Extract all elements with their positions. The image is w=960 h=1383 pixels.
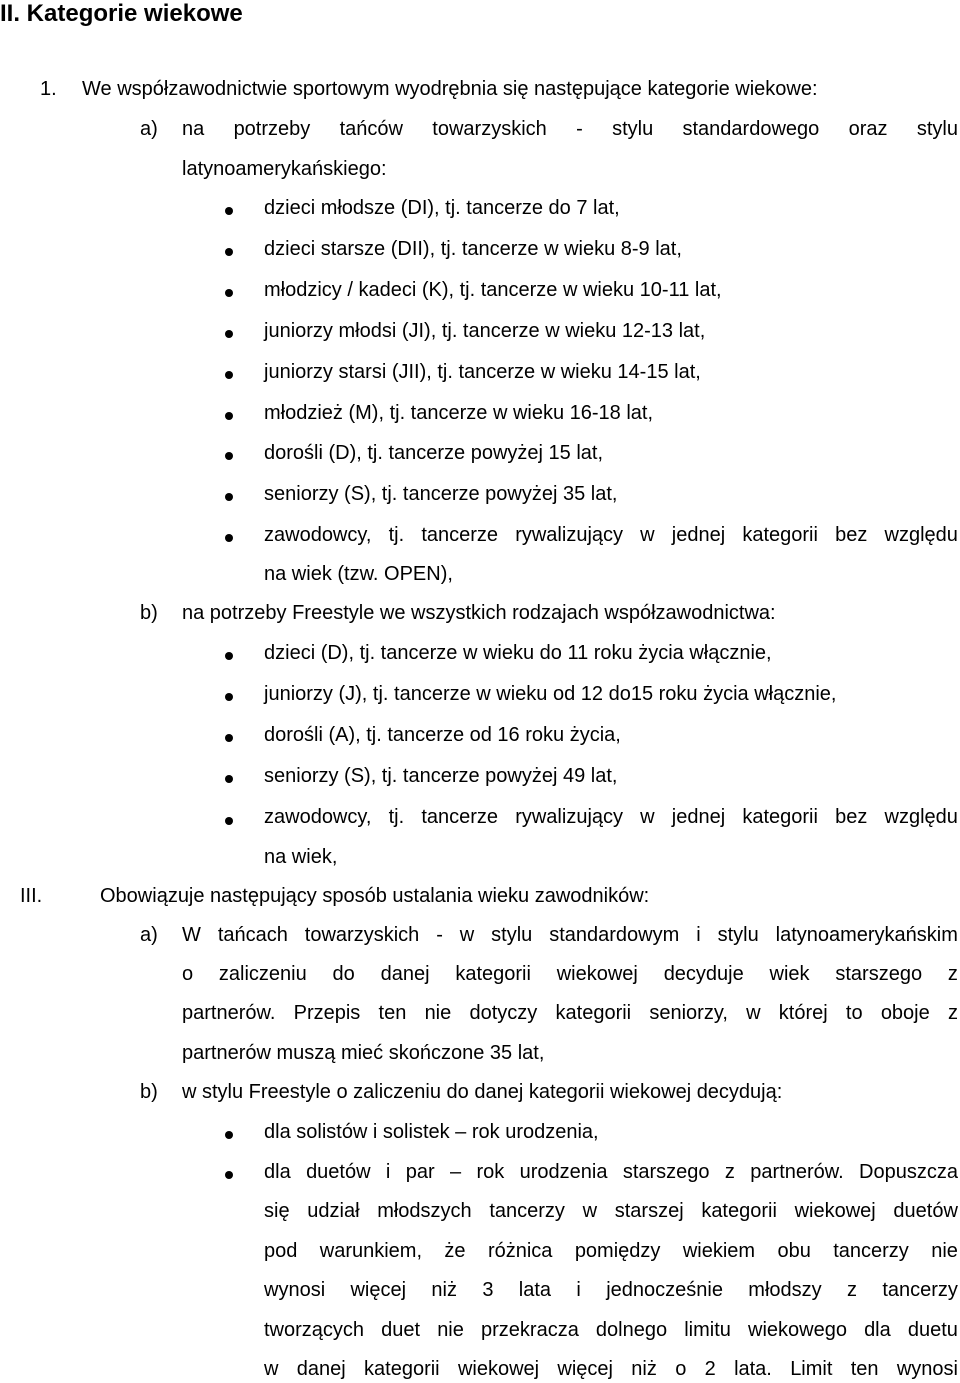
word: dotyczy (469, 1002, 538, 1024)
word: jednej (671, 524, 726, 546)
bullet-item: juniorzy starsi (JII), tj. tancerze w wieku 14-15 lat, (264, 360, 701, 383)
word: o (675, 1358, 687, 1380)
word: towarzyskich (432, 118, 547, 140)
s3b-text: w stylu Freestyle o zaliczeniu do danej kategorii wiekowej decydują: (182, 1081, 783, 1103)
word: tancerze (421, 806, 499, 828)
word: kategorii (742, 806, 818, 828)
bullet-dot (225, 207, 233, 215)
s3a-line2 (182, 962, 958, 986)
bullet-item: juniorzy młodsi (JI), tj. tancerze w wieku 12-13 lat, (264, 319, 706, 342)
word: młodszy (748, 1279, 822, 1301)
word: dla (264, 1161, 291, 1183)
word: obu (777, 1240, 811, 1262)
word: więcej (557, 1358, 613, 1380)
s3b-bullet2-line6 (264, 1357, 958, 1381)
word: jednej (671, 806, 726, 828)
word: dla (864, 1319, 891, 1341)
word: par (405, 1161, 435, 1183)
word: nie (931, 1240, 958, 1262)
word: wynosi (896, 1358, 958, 1380)
word: - (576, 118, 583, 140)
s3b-bullet2-line3 (264, 1239, 958, 1263)
word: danej (380, 963, 430, 985)
list-label-b: b) (140, 602, 158, 624)
word: więcej (350, 1279, 407, 1301)
word: przekracza (481, 1319, 579, 1341)
bullet-dot (225, 775, 233, 783)
word: tancerzy (489, 1200, 565, 1222)
word: lata. (734, 1358, 772, 1380)
word: Limit (790, 1358, 833, 1380)
word: i (696, 924, 701, 946)
a-line1 (182, 117, 958, 141)
word: w (264, 1358, 279, 1380)
word: wiek (769, 963, 810, 985)
a-line2: latynoamerykańskiego: (182, 158, 387, 180)
word: bez (835, 806, 868, 828)
word: z (724, 1161, 735, 1183)
s3b-bullet1: dla solistów i solistek – rok urodzenia, (264, 1121, 599, 1143)
word: towarzyskich (304, 924, 420, 946)
b-last-bullet-line1 (264, 805, 958, 829)
word: w (640, 524, 655, 546)
word: nie (437, 1319, 464, 1341)
word: tworzących (264, 1319, 365, 1341)
word: wynosi (264, 1279, 326, 1301)
word: tancerze (421, 524, 499, 546)
s3b-bullet2-line5 (264, 1318, 958, 1342)
bullet-dot (225, 734, 233, 742)
word: wiekiem (682, 1240, 756, 1262)
word: i (385, 1161, 391, 1183)
section-number: III. (20, 885, 43, 907)
word: 3 (482, 1279, 494, 1301)
word: danej (296, 1358, 346, 1380)
word: partnerów. (750, 1161, 844, 1183)
word: kategorii (455, 963, 531, 985)
word: duetów (893, 1200, 958, 1222)
word: wiekowego (748, 1319, 847, 1341)
bullet-dot (225, 493, 233, 501)
word: standardowym (549, 924, 680, 946)
word: dolnego (595, 1319, 668, 1341)
bullet-dot (225, 330, 233, 338)
bullet-item: seniorzy (S), tj. tancerze powyżej 35 lat, (264, 483, 618, 506)
bullet-item: młodzicy / kadeci (K), tj. tancerze w wieku 10-11 lat, (264, 278, 722, 301)
word: zawodowcy, (264, 524, 372, 546)
word: lata (518, 1279, 552, 1301)
word: stylu (916, 118, 958, 140)
word: tańców (339, 118, 403, 140)
word: urodzenia (519, 1161, 608, 1183)
word: z (947, 963, 958, 985)
word: duetu (907, 1319, 958, 1341)
word: że (444, 1240, 466, 1262)
bullet-dot (225, 652, 233, 660)
word: ten (378, 1002, 407, 1024)
word: i (576, 1279, 581, 1301)
word: stylu (612, 118, 654, 140)
word: standardowego (682, 118, 820, 140)
word: kategorii (701, 1200, 777, 1222)
word: starszego (622, 1161, 710, 1183)
word: do (332, 963, 355, 985)
word: latynoamerykańskim (775, 924, 958, 946)
bullet-item: dorośli (A), tj. tancerze od 16 roku życia, (264, 724, 621, 746)
bullet-dot (225, 817, 233, 825)
bullet-item: młodzież (M), tj. tancerze w wieku 16-18 lat, (264, 401, 654, 424)
b-text: na potrzeby Freestyle we wszystkich rodzajach współzawodnictwa: (182, 602, 776, 624)
s3a-line3 (182, 1001, 958, 1025)
word: warunkiem, (319, 1240, 423, 1262)
word: 2 (704, 1358, 716, 1380)
word: oraz (848, 118, 888, 140)
word: kategorii (555, 1002, 632, 1024)
section-text: Obowiązuje następujący sposób ustalania wieku zawodników: (100, 885, 650, 907)
bullet-dot (225, 412, 233, 420)
word: w (640, 806, 655, 828)
word: jednocześnie (606, 1279, 723, 1301)
list-label-a: a) (140, 118, 158, 140)
word: względu (884, 524, 958, 546)
word: o (182, 963, 194, 985)
word: wiekowej (556, 963, 638, 985)
a-last-bullet-line2: na wiek (tzw. OPEN), (264, 563, 453, 585)
section-heading: II. Kategorie wiekowe (0, 0, 243, 27)
word: niż (631, 1358, 657, 1380)
word: W (182, 924, 201, 946)
word: stylu (491, 924, 533, 946)
word: pod (264, 1240, 298, 1262)
word: duetów (306, 1161, 371, 1183)
word: zawodowcy, (264, 806, 372, 828)
word: młodszych (377, 1200, 472, 1222)
bullet-item: dzieci starsze (DII), tj. tancerze w wieku 8-9 lat, (264, 237, 682, 260)
bullet-dot (225, 452, 233, 460)
word: z (947, 1002, 958, 1024)
s3a-line4: partnerów muszą mieć skończone 35 lat, (182, 1042, 545, 1064)
b-last-bullet-line2: na wiek, (264, 846, 338, 868)
word: zaliczeniu (218, 963, 307, 985)
bullet-dot (225, 289, 233, 297)
bullet-dot (225, 248, 233, 256)
word: nie (424, 1002, 452, 1024)
bullet-dot (225, 534, 233, 542)
word: oboje (880, 1002, 930, 1024)
bullet-dot (225, 371, 233, 379)
word: seniorzy, (649, 1002, 728, 1024)
bullet-item: dorośli (D), tj. tancerze powyżej 15 lat, (264, 442, 604, 465)
s3b-bullet2-line2 (264, 1199, 958, 1223)
word: z (846, 1279, 857, 1301)
word: w (459, 924, 475, 946)
word: starszej (614, 1200, 684, 1222)
word: rok (476, 1161, 505, 1183)
word: rywalizujący (515, 806, 624, 828)
word: tj. (388, 524, 405, 546)
bullet-dot (225, 1171, 233, 1179)
bullet-item: dzieci młodsze (DI), tj. tancerze do 7 lat, (264, 197, 620, 219)
word: tańcach (217, 924, 288, 946)
s3b-bullet2-line4 (264, 1278, 958, 1302)
word: ten (850, 1358, 879, 1380)
word: kategorii (742, 524, 818, 546)
bullet-dot (225, 693, 233, 701)
word: tancerzy (882, 1279, 958, 1301)
word: Dopuszcza (859, 1161, 958, 1183)
word: względu (884, 806, 958, 828)
word: tj. (388, 806, 405, 828)
item-number: 1. (40, 78, 57, 100)
word: której (778, 1002, 828, 1024)
word: Przepis (293, 1002, 361, 1024)
word: – (450, 1161, 462, 1183)
word: duet (381, 1319, 421, 1341)
word: limitu (684, 1319, 731, 1341)
list-label-b: b) (140, 1081, 158, 1103)
word: na (182, 118, 205, 140)
word: niż (431, 1279, 457, 1301)
a-last-bullet-line1 (264, 523, 958, 547)
word: - (436, 924, 443, 946)
word: bez (835, 524, 868, 546)
word: udział (307, 1200, 360, 1222)
word: się (264, 1200, 290, 1222)
word: w (582, 1200, 598, 1222)
word: różnica (487, 1240, 553, 1262)
word: pomiędzy (574, 1240, 661, 1262)
bullet-item: dzieci (D), tj. tancerze w wieku do 11 roku życia włącznie, (264, 642, 772, 664)
s3b-bullet2-line1 (264, 1160, 958, 1184)
word: kategorii (364, 1358, 440, 1380)
item-text: We współzawodnictwie sportowym wyodrębnia się następujące kategorie wiekowe: (82, 78, 818, 100)
word: tancerzy (833, 1240, 909, 1262)
bullet-item: juniorzy (J), tj. tancerze w wieku od 12 do15 roku życia włącznie, (264, 683, 837, 705)
list-label-a: a) (140, 924, 158, 946)
word: rywalizujący (515, 524, 624, 546)
s3a-line1 (182, 923, 958, 947)
bullet-item: seniorzy (S), tj. tancerze powyżej 49 lat, (264, 765, 618, 787)
bullet-dot (225, 1131, 233, 1139)
word: w (746, 1002, 761, 1024)
word: wiekowej (794, 1200, 876, 1222)
word: stylu (717, 924, 759, 946)
word: potrzeby (233, 118, 311, 140)
word: starszego (835, 963, 923, 985)
word: to (845, 1002, 863, 1024)
word: partnerów. (182, 1002, 276, 1024)
word: wiekowej (457, 1358, 540, 1380)
word: decyduje (663, 963, 744, 985)
